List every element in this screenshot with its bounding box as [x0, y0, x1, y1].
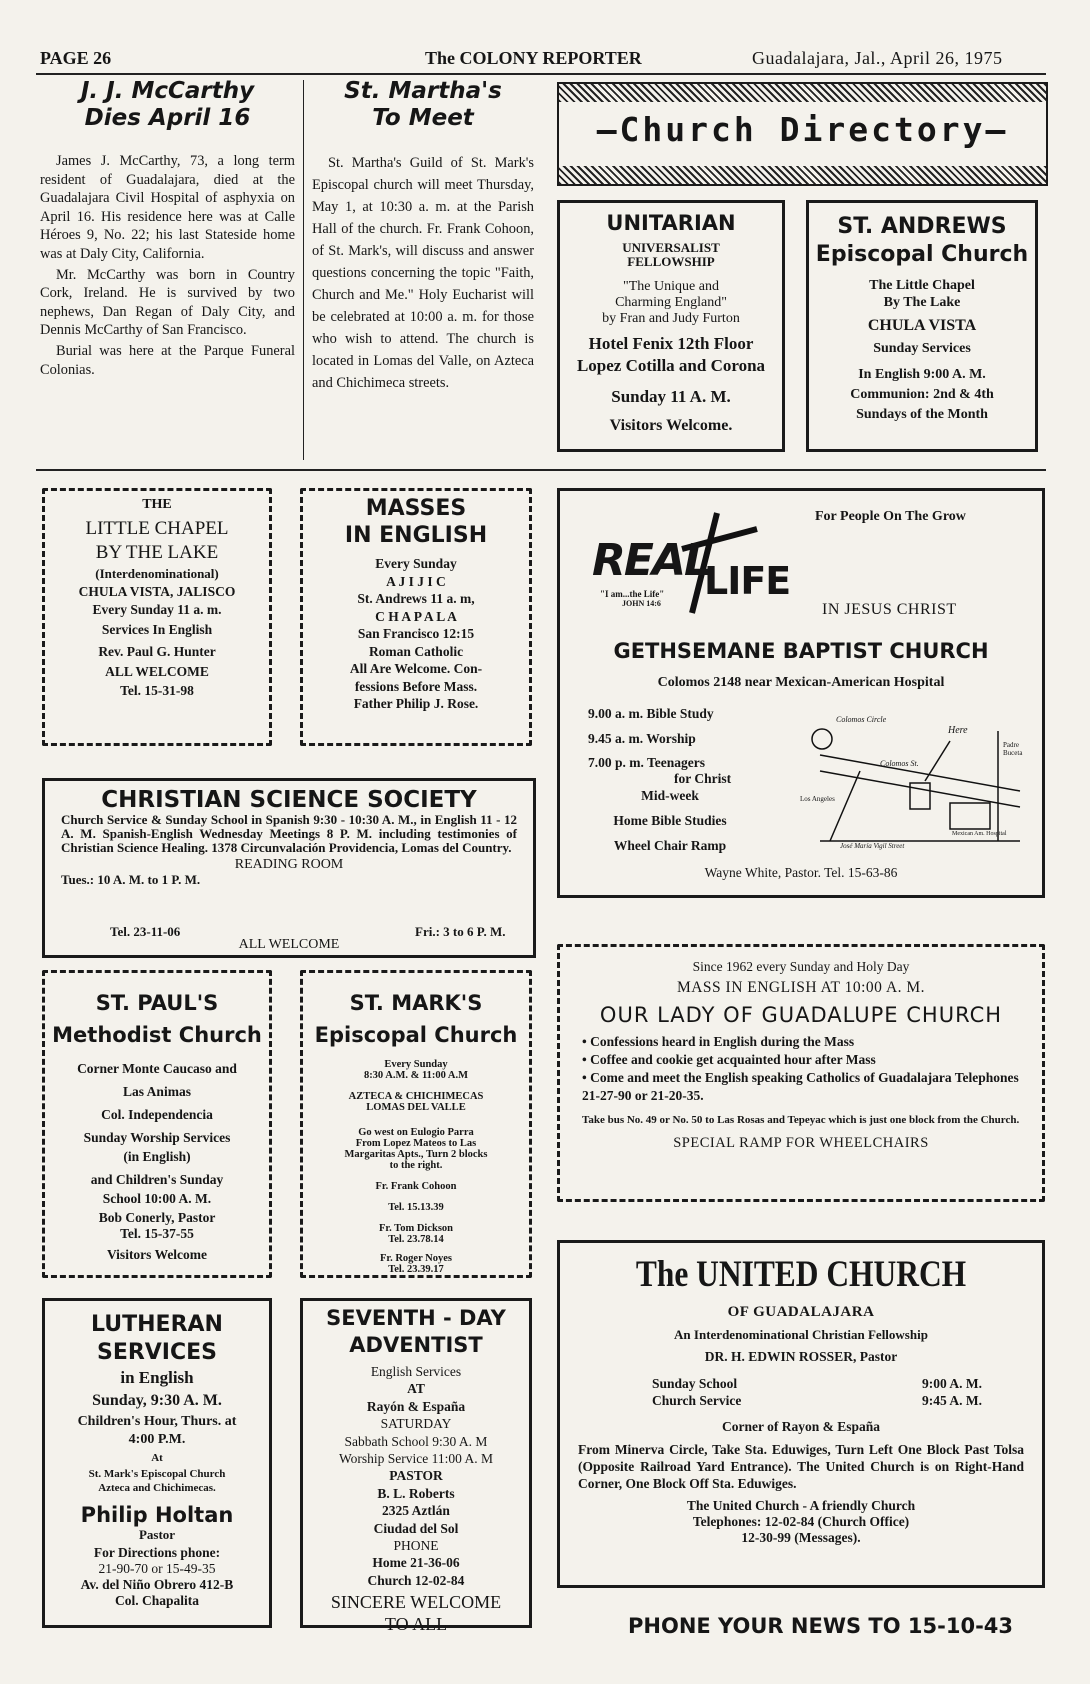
- church-map: [800, 711, 1025, 851]
- gethsemane-schedule: 9.00 a. m. Bible Study 9.45 a. m. Worship 7.00 p. m. Teenagers for Christ: [588, 706, 732, 786]
- united-church-of: OF GUADALAJARA: [727, 1304, 875, 1320]
- logo-ref: JOHN 14:6: [622, 599, 661, 608]
- united-church-ad: [557, 1240, 1045, 1588]
- banner-hatch-top: [559, 84, 1046, 102]
- in-jesus-christ: IN JESUS CHRIST: [822, 601, 957, 618]
- map-label-colomos: Colomos St.: [880, 759, 919, 768]
- st-andrews-english: In English 9:00 A. M.: [858, 367, 986, 382]
- st-andrews-title: ST. ANDREWS Episcopal Church: [815, 214, 1029, 267]
- church-directory-banner: [557, 82, 1048, 186]
- page-number: PAGE 26: [40, 48, 112, 68]
- st-andrews-ad: [806, 200, 1038, 452]
- real-life-tagline: For People On The Grow: [815, 509, 966, 524]
- christian-science-welcome: ALL WELCOME: [238, 937, 340, 952]
- header-rule: [36, 73, 1046, 75]
- guadalupe-title: OUR LADY OF GUADALUPE CHURCH: [599, 1003, 1003, 1027]
- mccarthy-article: [40, 78, 295, 379]
- dateline: Guadalajara, Jal., April 26, 1975: [752, 48, 1003, 68]
- little-chapel-ad: [42, 488, 272, 746]
- st-andrews-services: Sunday Services: [873, 341, 971, 356]
- christian-science-body: Church Service & Sunday School in Spanish 9:30 - 10:30 A. M., in English 11 - 12 A. M. Spanish-English Wednesday Meetings 8 P. M. including testimonies of Christian Science Healing. 1378 Circunvalación Providencia, Lomas del Country.: [61, 812, 517, 855]
- map-label-vigil: José María Vigil Street: [840, 842, 905, 850]
- christian-science-tel: Tel. 23-11-06: [110, 924, 181, 939]
- mccarthy-paragraph-1: James J. McCarthy, 73, a long term resident of Guadalajara, died at the Guadalajara Civil Hospital of asphyxia on April 16. His residence here was at Calle Héroes 9, No. 22; his last Stateside home was at Daly City, California.: [40, 153, 295, 262]
- banner-hatch-bottom: [559, 166, 1046, 184]
- newspaper-name: The COLONY REPORTER: [425, 48, 642, 68]
- st-marks-text: Every Sunday 8:30 A.M. & 11:00 A.M AZTECA & CHICHIMECAS LOMAS DEL VALLE Go west on Eulogio Parra From Lopez Mateos to Las Margaritas Apts., Turn 2 blocks to the right. Fr. Frank Cohoon Tel. 15.13.39 Fr. Tom Dickson Tel. 23.78.14 Fr. Roger Noyes Tel. 23.39.17: [344, 1059, 488, 1275]
- schedule-row: Sunday School 9:00 A. M.: [652, 1376, 982, 1391]
- guadalupe-ramp: SPECIAL RAMP FOR WHEELCHAIRS: [673, 1135, 929, 1151]
- gethsemane-title: GETHSEMANE BAPTIST CHURCH: [613, 639, 989, 663]
- map-label-hospital: Mexican Am. Hospital: [952, 831, 1007, 837]
- unitarian-title: UNITARIAN: [606, 211, 736, 235]
- martha-paragraph: St. Martha's Guild of St. Mark's Episcopal church will meet Thursday, May 1, at 10:30 a. m. at the Parish Hall of the church. Fr. Frank Cohoon, of St. Mark's, will discuss and answer questions concerning the topic "Faith, Church and Me." Holy Eucharist will be celebrated at 10:00 a. m. for those who wish to attend. The church is located in Lomas del Valle, on Azteca and Chichimeca streets.: [312, 155, 534, 391]
- adventist-text: English Services AT Rayón & España SATURDAY Sabbath School 9:30 A. M Worship Service 11:00 A. M PASTOR B. L. Roberts 2325 Aztlán Ciudad del Sol PHONE Home 21-36-06 Church 12-02-84: [338, 1364, 494, 1588]
- st-marks-title: ST. MARK'S Episcopal Church: [314, 991, 518, 1047]
- guadalupe-since: Since 1962 every Sunday and Holy Day: [692, 959, 910, 974]
- logo-word-real: REAL: [592, 535, 711, 586]
- st-pauls-text: Corner Monte Caucaso and Las Animas Col. Independencia Sunday Worship Services (in English) and Children's Sunday School 10:00 A. M. Bob Conerly, Pastor Tel. 15-37-55 Visitors Welcome: [77, 1061, 237, 1262]
- lutheran-title: LUTHERAN SERVICES: [91, 1312, 223, 1365]
- united-church-corner: Corner of Rayon & España: [721, 1419, 880, 1434]
- map-label-padre: Padre Buceta: [1003, 741, 1023, 757]
- lutheran-pastor-label: Pastor: [138, 1527, 176, 1542]
- guadalupe-ad: [557, 944, 1045, 1202]
- bullet-3: • Come and meet the English speaking Catholics of Guadalajara Telephones 21-27-90 or 21-20-35.: [582, 1070, 1019, 1103]
- united-church-contact: The United Church - A friendly Church Telephones: 12-02-84 (Church Office) 12-30-99 (Messages).: [686, 1498, 916, 1545]
- guadalupe-mass: MASS IN ENGLISH AT 10:00 A. M.: [676, 979, 926, 996]
- unitarian-ad: [557, 200, 785, 452]
- lutheran-pastor-name: Philip Holtan: [80, 1503, 234, 1527]
- st-pauls-ad: [42, 970, 272, 1278]
- lutheran-contact: For Directions phone: 21-90-70 or 15-49-35 Av. del Niño Obrero 412-B Col. Chapalita: [80, 1545, 234, 1608]
- masses-text: Every Sunday A J I J I C St. Andrews 11 a. m, C H A P A L A San Francisco 12:15 Roman Catholic All Are Welcome. Con- fessions Before Mass. Father Philip J. Rose.: [349, 556, 483, 711]
- lutheran-text: in English Sunday, 9:30 A. M. Children's Hour, Thurs. at 4:00 P.M. At St. Mark's Episcopal Church Azteca and Chichimecas.: [77, 1368, 237, 1494]
- mccarthy-paragraph-2: Mr. McCarthy was born in Country Cork, Ireland. He is survived by two nephews, Dan Regan of Daly City, and Dennis McCarthy of San Francisco.: [40, 266, 295, 339]
- masses-ad: [300, 488, 532, 746]
- adventist-title: SEVENTH - DAY ADVENTIST: [326, 1306, 506, 1357]
- unitarian-subtitle: UNIVERSALIST FELLOWSHIP: [622, 240, 720, 269]
- st-andrews-place: CHULA VISTA: [867, 317, 977, 334]
- reading-room-friday: Fri.: 3 to 6 P. M.: [415, 924, 506, 939]
- little-chapel-text: THE LITTLE CHAPEL BY THE LAKE (Interdenominational) CHULA VISTA, JALISCO Every Sunday 11 a. m. Services In English Rev. Paul G. Hunter ALL WELCOME Tel. 15-31-98: [78, 497, 236, 698]
- mccarthy-headline: J. J. McCarthy Dies April 16: [80, 78, 255, 131]
- column-divider: [303, 80, 304, 460]
- united-church-directions: From Minerva Circle, Take Sta. Eduwiges, Turn Left One Block Past Tolsa (Opposite Railroad Yard Entrance). The United Church is on Right-Hand Corner, One Block Off Sta. Eduwiges.: [578, 1442, 1024, 1491]
- guadalupe-bullets: [560, 1027, 1042, 1105]
- map-label-los-angeles: Los Angeles: [800, 795, 835, 803]
- lutheran-ad: [42, 1298, 272, 1628]
- guadalupe-bus: Take bus No. 49 or No. 50 to Las Rosas and Tepeyac which is just one block from the Church.: [582, 1114, 1020, 1126]
- st-marks-ad: [300, 970, 532, 1278]
- map-icon: [800, 711, 1025, 851]
- united-church-pastor: DR. H. EDWIN ROSSER, Pastor: [704, 1349, 898, 1364]
- bullet-1: • Confessions heard in English during the Mass: [582, 1034, 855, 1049]
- gethsemane-ad: [557, 488, 1045, 898]
- gethsemane-midweek: Mid-week Home Bible Studies Wheel Chair Ramp: [613, 788, 727, 853]
- unitarian-topic: "The Unique and Charming England" by Fran and Judy Furton: [602, 279, 740, 326]
- masses-title: MASSES IN ENGLISH: [344, 496, 488, 548]
- gethsemane-address: Colomos 2148 near Mexican-American Hospital: [657, 675, 945, 690]
- st-pauls-title: ST. PAUL'S Methodist Church: [52, 991, 262, 1047]
- united-church-schedule: [560, 1375, 1042, 1409]
- martha-article: [312, 78, 534, 394]
- adventist-welcome: SINCERE WELCOME TO ALL: [330, 1592, 502, 1635]
- mccarthy-paragraph-3: Burial was here at the Parque Funeral Colonias.: [40, 342, 295, 378]
- martha-headline: St. Martha's To Meet: [344, 78, 502, 131]
- logo-word-life: LIFE: [704, 559, 791, 603]
- st-andrews-subtitle: The Little Chapel By The Lake: [869, 278, 975, 310]
- schedule-row: Church Service 9:45 A. M.: [652, 1393, 982, 1408]
- reading-room: READING ROOM: [234, 857, 344, 872]
- section-rule: [36, 469, 1046, 471]
- logo-verse: "I am...the Life": [600, 589, 665, 599]
- church-directory-title: —Church Directory—: [596, 110, 1009, 149]
- united-church-sub: An Interdenominational Christian Fellowship: [674, 1327, 928, 1342]
- christian-science-ad: [42, 778, 536, 958]
- map-label-here: Here: [948, 725, 968, 736]
- st-andrews-communion: Communion: 2nd & 4th Sundays of the Month: [850, 387, 994, 422]
- phone-your-news: PHONE YOUR NEWS TO 15-10-43: [628, 1614, 1014, 1638]
- adventist-ad: [300, 1298, 532, 1635]
- reading-room-tuesday: Tues.: 10 A. M. to 1 P. M.: [61, 872, 201, 887]
- christian-science-title: CHRISTIAN SCIENCE SOCIETY: [101, 787, 477, 813]
- unitarian-welcome: Visitors Welcome.: [609, 417, 733, 434]
- unitarian-time: Sunday 11 A. M.: [611, 387, 731, 406]
- real-life-logo: [592, 509, 792, 619]
- map-label-circle: Colomos Circle: [836, 715, 887, 724]
- united-church-title: The UNITED CHURCH: [635, 1254, 967, 1295]
- unitarian-location: Hotel Fenix 12th Floor Lopez Cotilla and Corona: [576, 334, 766, 375]
- gethsemane-pastor: Wayne White, Pastor. Tel. 15-63-86: [704, 865, 898, 880]
- bullet-2: • Coffee and cookie get acquainted hour after Mass: [582, 1052, 876, 1067]
